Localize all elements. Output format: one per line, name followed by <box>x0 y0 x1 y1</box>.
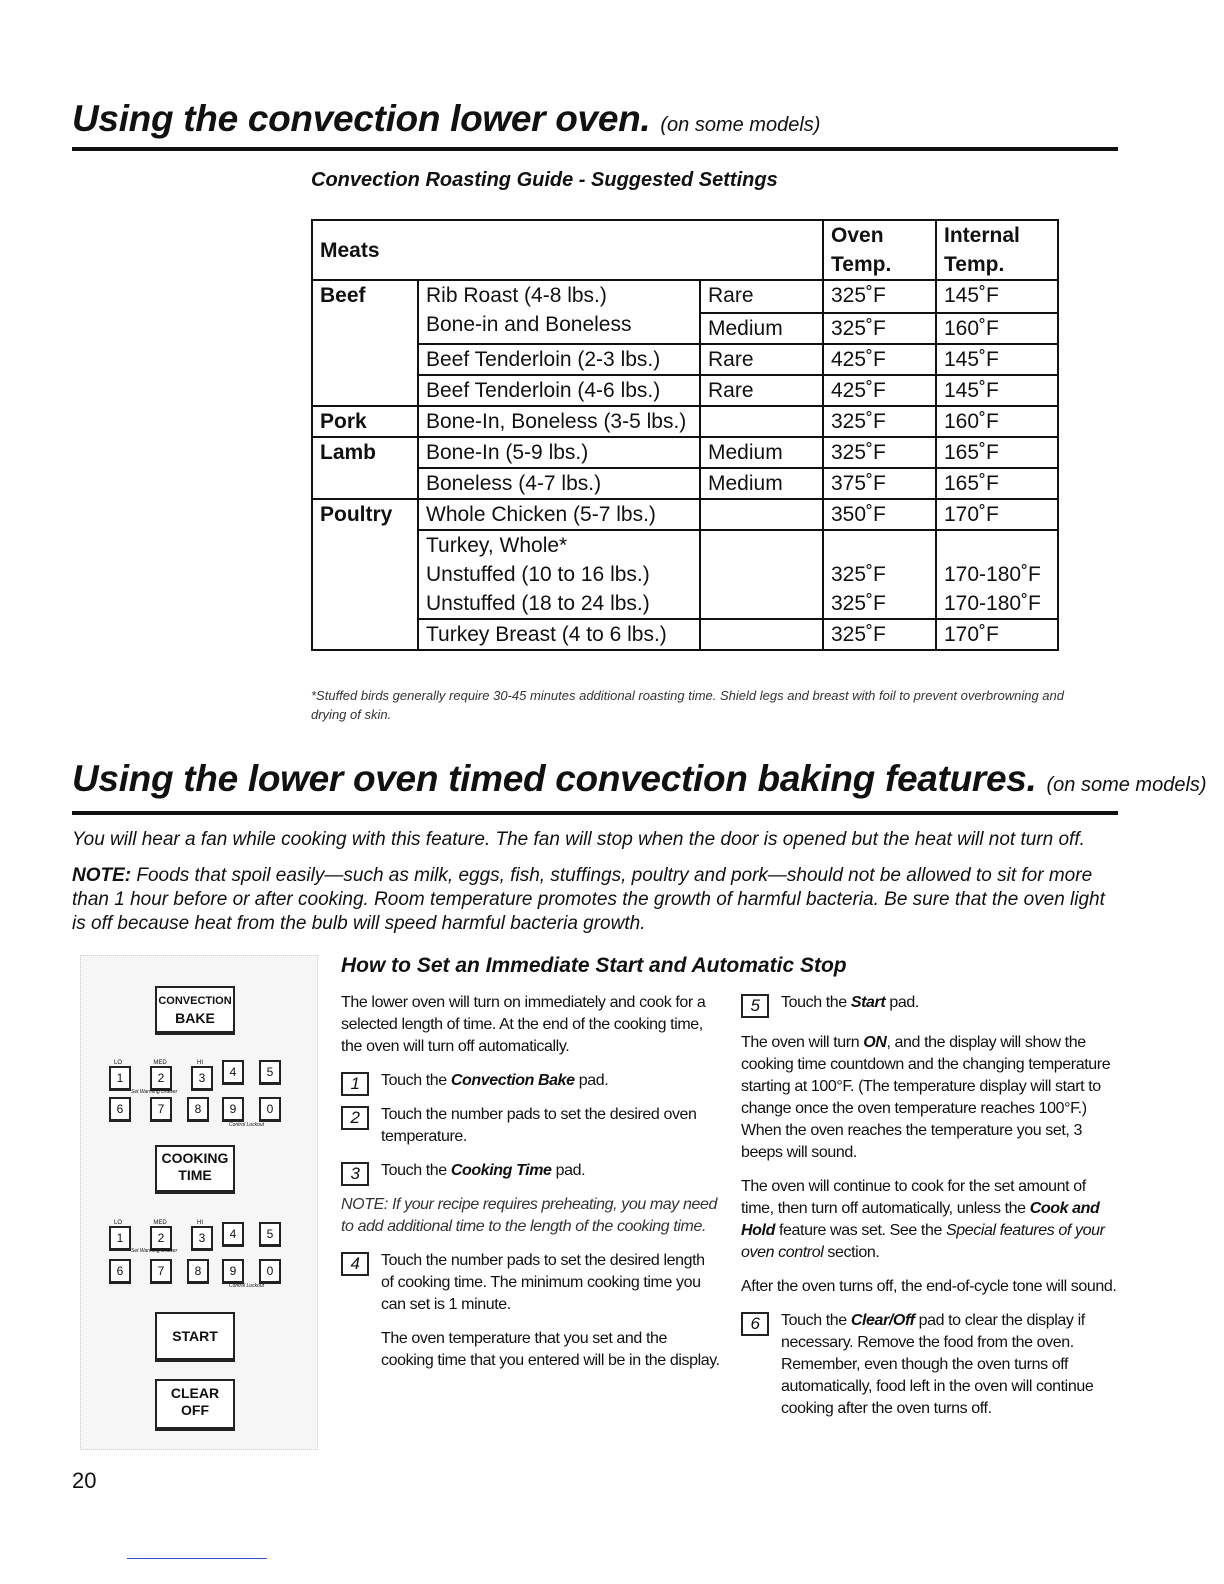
bottom-divider <box>127 1558 267 1559</box>
cut-cell: Beef Tenderloin (4-6 lbs.) <box>418 375 700 406</box>
number-pad-5[interactable]: 5 <box>259 1222 281 1247</box>
oven-temp-cell: 325˚F 325˚F <box>823 280 936 344</box>
start-pad[interactable]: START <box>155 1312 235 1362</box>
oven-temp-cell: 325˚F <box>823 406 936 437</box>
cooking-time-pad[interactable]: COOKING TIME <box>155 1145 235 1194</box>
note-text: Foods that spoil easily—such as milk, eggs, fish, stuffings, poultry and pork—should not be allowed to sit for more than 1 hour before or after cooking. Room temperature promotes the growth of harmful bacteria. Be sure that the oven light is off because heat from the bulb will speed harmful bacteria growth. <box>72 865 1105 934</box>
intro-paragraph: You will hear a fan while cooking with this feature. The fan will stop when the door is opened but the heat will not turn off. <box>72 829 1085 850</box>
number-pad-2[interactable]: 2 <box>150 1226 172 1251</box>
cut-cell: Turkey, Whole* Unstuffed (10 to 16 lbs.) Unstuffed (18 to 24 lbs.) <box>418 530 700 619</box>
number-pad-6[interactable]: 6 <box>109 1259 131 1284</box>
number-pad-5[interactable]: 5 <box>259 1060 281 1085</box>
doneness-cell: Medium <box>700 437 823 468</box>
number-pad-2[interactable]: 2 <box>150 1066 172 1091</box>
med-label: MED <box>153 1060 167 1066</box>
internal-temp-cell: 165˚F <box>936 437 1058 468</box>
instructions-right-column <box>741 992 1121 1432</box>
title-rule <box>72 147 1118 151</box>
warming-drawer-label: Set Warming Drawer <box>131 1248 178 1254</box>
internal-temp-cell: 145˚F 160˚F <box>936 280 1058 344</box>
note-paragraph <box>72 864 1112 936</box>
step-4: 4 Touch the number pads to set the desired length of cooking time. The minimum cooking time you can set is 1 minute. <box>341 1250 721 1316</box>
internal-temp-cell: 170-180˚F 170-180˚F <box>936 530 1058 619</box>
number-pad-0[interactable]: 0 <box>259 1259 281 1284</box>
number-pad-4[interactable]: 4 <box>222 1222 244 1247</box>
internal-temp-cell: 145˚F <box>936 375 1058 406</box>
step-6: 6 Touch the Clear/Off pad to clear the display if necessary. Remove the food from the oven. Remember, even though the oven turns off automatically, food left in the oven will continue cooking after the oven turns off. <box>741 1310 1121 1420</box>
table-row <box>312 499 1058 530</box>
number-pad-3[interactable]: 3 <box>191 1226 213 1251</box>
internal-temp-cell: 170˚F <box>936 619 1058 650</box>
cut-cell: Boneless (4-7 lbs.) <box>418 468 700 499</box>
step-number: 6 <box>741 1312 769 1336</box>
category-lamb: Lamb <box>312 437 418 499</box>
step-number: 2 <box>341 1106 369 1130</box>
step-number: 4 <box>341 1252 369 1276</box>
doneness-cell <box>700 619 823 650</box>
page-number: 20 <box>72 1468 97 1493</box>
instructions-left-column <box>341 992 721 1372</box>
table-row <box>312 437 1058 468</box>
cut-cell: Whole Chicken (5-7 lbs.) <box>418 499 700 530</box>
hi-label: HI <box>197 1060 203 1066</box>
table-row <box>312 344 1058 375</box>
step-1: 1 Touch the Convection Bake pad. <box>341 1070 721 1092</box>
number-pad-6[interactable]: 6 <box>109 1097 131 1122</box>
number-pad-0[interactable]: 0 <box>259 1097 281 1122</box>
step-number: 5 <box>741 994 769 1018</box>
oven-temp-cell: 375˚F <box>823 468 936 499</box>
number-pad-3[interactable]: 3 <box>191 1066 213 1091</box>
cut-cell: Rib Roast (4-8 lbs.) Bone-in and Boneless <box>418 280 700 344</box>
step-4-followup: The oven temperature that you set and the cooking time that you entered will be in the display. <box>381 1330 720 1369</box>
title-note: (on some models) <box>660 114 821 136</box>
section-rule <box>72 811 1118 815</box>
instructions-intro: The lower oven will turn on immediately and cook for a selected length of time. At the end of the cooking time, the oven will turn off automatically. <box>341 994 706 1055</box>
cut-cell: Beef Tenderloin (2-3 lbs.) <box>418 344 700 375</box>
number-pad-4[interactable]: 4 <box>222 1060 244 1085</box>
oven-temp-cell: 425˚F <box>823 344 936 375</box>
roasting-guide-table <box>311 219 1059 651</box>
end-tone-paragraph: After the oven turns off, the end-of-cycle tone will sound. <box>741 1278 1117 1295</box>
doneness-cell: Rare <box>700 375 823 406</box>
table-row <box>312 280 1058 344</box>
med-label: MED <box>153 1220 167 1226</box>
lo-label: LO <box>113 1060 122 1066</box>
oven-temp-cell: 325˚F <box>823 437 936 468</box>
header-meats: Meats <box>312 220 823 280</box>
table-row <box>312 406 1058 437</box>
table-footnote: *Stuffed birds generally require 30-45 minutes additional roasting time. Shield legs and breast with foil to prevent overbrowning and drying of skin. <box>311 688 1064 722</box>
cut-cell: Bone-In (5-9 lbs.) <box>418 437 700 468</box>
table-row <box>312 530 1058 619</box>
category-beef: Beef <box>312 280 418 406</box>
page-title <box>72 98 820 140</box>
note-label: NOTE: <box>72 865 132 886</box>
lo-label: LO <box>113 1220 122 1226</box>
oven-temp-cell: 350˚F <box>823 499 936 530</box>
cut-cell: Bone-In, Boneless (3-5 lbs.) <box>418 406 700 437</box>
internal-temp-cell: 165˚F <box>936 468 1058 499</box>
warming-drawer-label: Set Warming Drawer <box>131 1089 178 1095</box>
number-pad-8[interactable]: 8 <box>187 1097 209 1122</box>
oven-temp-cell: 325˚F <box>823 619 936 650</box>
doneness-cell <box>700 406 823 437</box>
header-internal-temp: Internal Temp. <box>936 220 1058 280</box>
continue-paragraph: The oven will continue to cook for the set amount of time, then turn off automatically, unless the Cook and Hold feature was set. See the Special features of your oven control section. <box>741 1178 1105 1261</box>
doneness-cell <box>700 530 823 619</box>
doneness-cell: Rare <box>700 344 823 375</box>
internal-temp-cell: 160˚F <box>936 406 1058 437</box>
internal-temp-cell: 145˚F <box>936 344 1058 375</box>
cut-cell: Turkey Breast (4 to 6 lbs.) <box>418 619 700 650</box>
control-lockout-label: Control Lockout <box>229 1283 265 1289</box>
doneness-cell: Rare Medium <box>700 280 823 344</box>
number-pad-1[interactable]: 1 <box>109 1066 131 1091</box>
section-title-note: (on some models) <box>1046 774 1207 796</box>
doneness-cell: Medium <box>700 468 823 499</box>
number-pad-9[interactable]: 9 <box>222 1097 244 1122</box>
section-title-text: Using the lower oven timed convection baking features <box>72 758 1027 799</box>
table-row <box>312 375 1058 406</box>
step-2: 2 Touch the number pads to set the desired oven temperature. <box>341 1104 721 1148</box>
table-subtitle: Convection Roasting Guide - Suggested Settings <box>311 169 778 191</box>
control-lockout-label: Control Lockout <box>229 1122 265 1128</box>
oven-temp-cell: 325˚F 325˚F <box>823 530 936 619</box>
clear-off-pad[interactable]: CLEAR OFF <box>155 1379 235 1431</box>
hi-label: HI <box>197 1220 203 1226</box>
doneness-cell <box>700 499 823 530</box>
header-oven-temp: Oven Temp. <box>823 220 936 280</box>
step-3: 3 Touch the Cooking Time pad. <box>341 1160 721 1182</box>
number-pad-9[interactable]: 9 <box>222 1259 244 1284</box>
table-header-row <box>312 220 1058 280</box>
internal-temp-cell: 170˚F <box>936 499 1058 530</box>
title-text: Using the convection lower oven. <box>72 98 651 139</box>
preheat-note: NOTE: If your recipe requires preheating, you may need to add additional time to the length of the cooking time. <box>341 1196 717 1235</box>
how-to-title: How to Set an Immediate Start and Automatic Stop <box>341 954 847 977</box>
convection-bake-pad[interactable]: CONVECTION BAKE <box>155 986 235 1035</box>
display-paragraph: The oven will turn ON, and the display will show the cooking time countdown and the changing temperature starting at 100°F. (The temperature display will start to change once the oven temperature reaches 100°F.) When the oven reaches the temperature you set, 3 beeps will sound. <box>741 1034 1111 1161</box>
number-pad-8[interactable]: 8 <box>187 1259 209 1284</box>
control-panel-illustration <box>80 955 318 1450</box>
section-title: Using the lower oven timed convection baking features. (on some models) <box>72 758 1207 799</box>
category-poultry: Poultry <box>312 499 418 650</box>
number-pad-7[interactable]: 7 <box>150 1259 172 1284</box>
category-pork: Pork <box>312 406 418 437</box>
number-pad-7[interactable]: 7 <box>150 1097 172 1122</box>
step-number: 3 <box>341 1162 369 1186</box>
step-number: 1 <box>341 1072 369 1096</box>
step-5: 5 Touch the Start pad. <box>741 992 1121 1014</box>
table-row <box>312 468 1058 499</box>
table-row <box>312 619 1058 650</box>
oven-temp-cell: 425˚F <box>823 375 936 406</box>
number-pad-1[interactable]: 1 <box>109 1226 131 1251</box>
